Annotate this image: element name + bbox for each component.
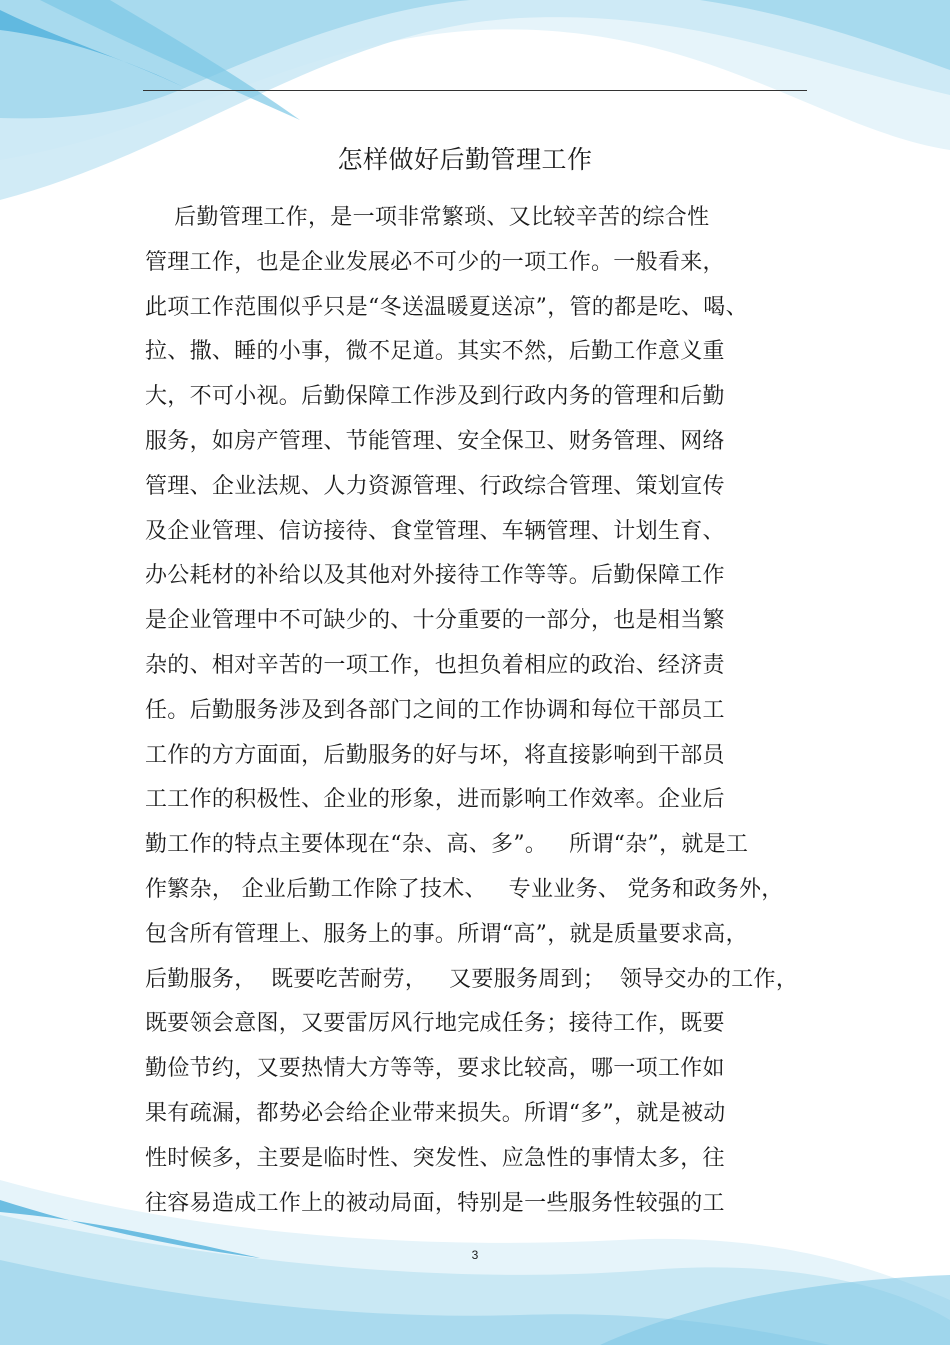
text-line: 工作的方方面面，后勤服务的好与坏，将直接影响到干部员: [145, 742, 725, 768]
header-rule: [143, 90, 807, 91]
text-line: 办公耗材的补给以及其他对外接待工作等等。后勤保障工作: [145, 563, 725, 589]
text-line: 管理、企业法规、人力资源管理、行政综合管理、策划宣传: [145, 473, 725, 499]
text-line: 往容易造成工作上的被动局面，特别是一些服务性较强的工: [145, 1190, 725, 1216]
text-line: 服务，如房产管理、节能管理、安全保卫、财务管理、网络: [145, 428, 725, 454]
text-line: 勤工作的特点主要体现在“杂、高、多”。 所谓“杂”，就是工: [145, 832, 749, 858]
text-line: 包含所有管理上、服务上的事。所谓“高”，就是质量要求高，: [145, 921, 748, 947]
text-line: 是企业管理中不可缺少的、十分重要的一部分，也是相当繁: [145, 608, 725, 634]
text-line: 杂的、相对辛苦的一项工作，也担负着相应的政治、经济责: [145, 652, 725, 678]
text-line: 此项工作范围似乎只是“冬送温暖夏送凉”，管的都是吃、喝、: [145, 294, 748, 320]
text-line: 性时候多，主要是临时性、突发性、应急性的事情太多，往: [145, 1145, 725, 1171]
text-line: 后勤管理工作，是一项非常繁琐、又比较辛苦的综合性: [145, 205, 710, 230]
page-number: 3: [471, 1248, 479, 1262]
text-line: 拉、撒、睡的小事，微不足道。其实不然，后勤工作意义重: [145, 339, 725, 365]
text-line: 果有疏漏，都势必会给企业带来损失。所谓“多”，就是被动: [145, 1100, 726, 1126]
text-line: 后勤服务， 既要吃苦耐劳， 又要服务周到； 领导交办的工作，: [145, 966, 799, 992]
text-line: 作繁杂， 企业后勤工作除了技术、 专业业务、 党务和政务外，: [145, 876, 784, 902]
text-line: 及企业管理、信访接待、食堂管理、车辆管理、计划生育、: [145, 518, 725, 544]
text-line: 工工作的积极性、企业的形象，进而影响工作效率。企业后: [145, 787, 725, 813]
text-line: 大，不可小视。后勤保障工作涉及到行政内务的管理和后勤: [145, 384, 725, 410]
text-line: 既要领会意图，又要雷厉风行地完成任务；接待工作，既要: [145, 1011, 725, 1037]
text-line: 管理工作，也是企业发展必不可少的一项工作。一般看来，: [145, 249, 725, 275]
text-line: 任。后勤服务涉及到各部门之间的工作协调和每位干部员工: [145, 697, 725, 723]
text-line: 勤俭节约，又要热情大方等等，要求比较高，哪一项工作如: [145, 1056, 725, 1082]
document-title: 怎样做好后勤管理工作: [337, 145, 593, 174]
body-text: [145, 196, 835, 1226]
